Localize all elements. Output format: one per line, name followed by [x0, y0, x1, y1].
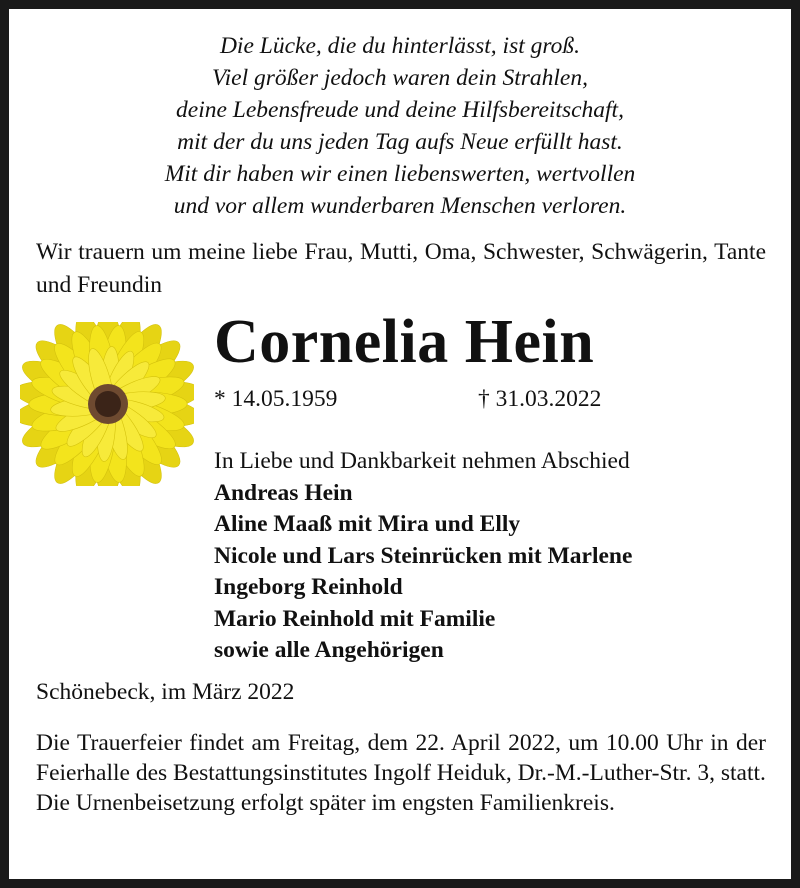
birth-date: * 14.05.1959 [214, 386, 338, 412]
mourner-name: Aline Maaß mit Mira und Elly [214, 511, 521, 537]
poem-line: Mit dir haben wir einen liebenswerten, wertvollen [164, 161, 636, 187]
mourner-name: Ingeborg Reinhold [214, 574, 403, 600]
mourner-name: Nicole und Lars Steinrücken mit Marlene [214, 542, 633, 569]
mourner-name: Andreas Hein [214, 479, 353, 506]
poem [20, 30, 780, 222]
farewell-line: In Liebe und Dankbarkeit nehmen Abschied [214, 448, 630, 474]
deceased-name: Cornelia Hein [214, 308, 595, 376]
death-date: † 31.03.2022 [478, 386, 602, 412]
funeral-info [36, 728, 766, 818]
place-and-date: Schönebeck, im März 2022 [36, 679, 295, 705]
mourning-intro: Wir trauern um meine liebe Frau, Mutti, Oma, Schwester, Schwägerin, Tante und Freundin [36, 239, 766, 298]
funeral-service-text: Die Trauerfeier findet am Freitag, dem 22. April 2022, um 10.00 Uhr in der Feierhalle des Bestattungsinstitutes Ingolf Heiduk, Dr.-M.-Luther-Str. 3, statt. [36, 730, 766, 786]
mourner-name: Mario Reinhold mit Familie [214, 605, 496, 632]
poem-line: deine Lebensfreude und deine Hilfsbereitschaft, [176, 97, 624, 123]
poem-line: Viel größer jedoch waren dein Strahlen, [212, 65, 588, 91]
mourner-name: sowie alle Angehörigen [214, 637, 444, 663]
mourners-block [214, 446, 632, 667]
flower-center [95, 391, 121, 417]
yellow-gerbera-flower-icon [20, 322, 194, 486]
poem-line: Die Lücke, die du hinterlässt, ist groß. [219, 33, 581, 59]
urn-burial-text: Die Urnenbeisetzung erfolgt später im engsten Familienkreis. [36, 790, 615, 816]
poem-line: und vor allem wunderbaren Menschen verloren. [173, 193, 627, 219]
poem-line: mit der du uns jeden Tag aufs Neue erfüllt hast. [177, 129, 623, 155]
